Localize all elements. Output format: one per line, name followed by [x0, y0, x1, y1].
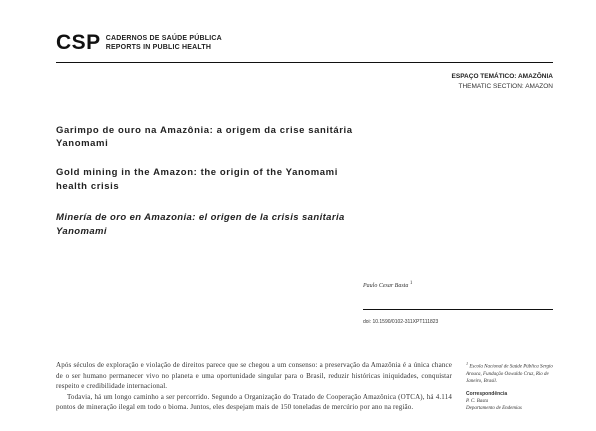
- author-rule: [363, 309, 553, 310]
- doi-text[interactable]: doi: 10.1590/0102-311XPT111823: [363, 319, 439, 325]
- affiliation-mark: 1: [466, 361, 469, 366]
- journal-name: [106, 34, 222, 52]
- author-affiliation-mark: 1: [409, 281, 413, 286]
- author-name: Paulo Cesar Basta: [363, 283, 409, 289]
- article-titles: [56, 124, 366, 238]
- body-paragraph-1: Após séculos de exploração e violação de direitos parece que se chegou a um consenso: a preservação da Amazônia é a única chance de o ser humano permanecer vivo no planeta e uma oportunidade singular para o Brasil, reduzir históricas iniquidades, conquistar respeito e credibilidade internacional.: [56, 361, 452, 390]
- affiliation-text: [466, 360, 556, 385]
- section-label-en: THEMATIC SECTION: AMAZON: [458, 83, 553, 90]
- title-english: Gold mining in the Amazon: the origin of the Yanomami health crisis: [56, 167, 338, 192]
- title-portuguese: Garimpo de ouro na Amazônia: a origem da crise sanitária Yanomami: [56, 125, 353, 149]
- journal-header: [56, 32, 222, 53]
- header-rule: [56, 62, 553, 63]
- journal-name-en: REPORTS IN PUBLIC HEALTH: [105, 43, 212, 51]
- body-paragraph-2: Todavia, há um longo caminho a ser percorrido. Segundo a Organização do Tratado de Cooperação Amazônica (OTCA), há 4.114 pontos de mineração ilegal em todo o bioma. Juntos, eles despejam mais de 150 toneladas de mercúrio por ano na região.: [56, 392, 452, 411]
- affiliation-note: [466, 360, 556, 412]
- section-label-pt: ESPAÇO TEMÁTICO: AMAZÔNIA: [451, 73, 553, 80]
- thematic-section: [452, 72, 553, 92]
- title-spanish: Minería de oro en Amazonia: el origen de la crisis sanitaria Yanomami: [56, 212, 345, 237]
- article-body: [56, 360, 452, 413]
- correspondence-label: Correspondência: [466, 390, 508, 397]
- journal-logo: CSP: [56, 31, 101, 54]
- correspondence-dept: Departamento de Endemias: [466, 405, 522, 411]
- author-line: [363, 281, 412, 289]
- affiliation-institution: Escola Nacional de Saúde Pública Sergio Arouca, Fundação Oswaldo Cruz, Rio de Janeiro, Brasil.: [466, 364, 553, 384]
- correspondence-name: P. C. Basta: [466, 398, 489, 404]
- journal-name-pt: CADERNOS DE SAÚDE PÚBLICA: [105, 34, 222, 42]
